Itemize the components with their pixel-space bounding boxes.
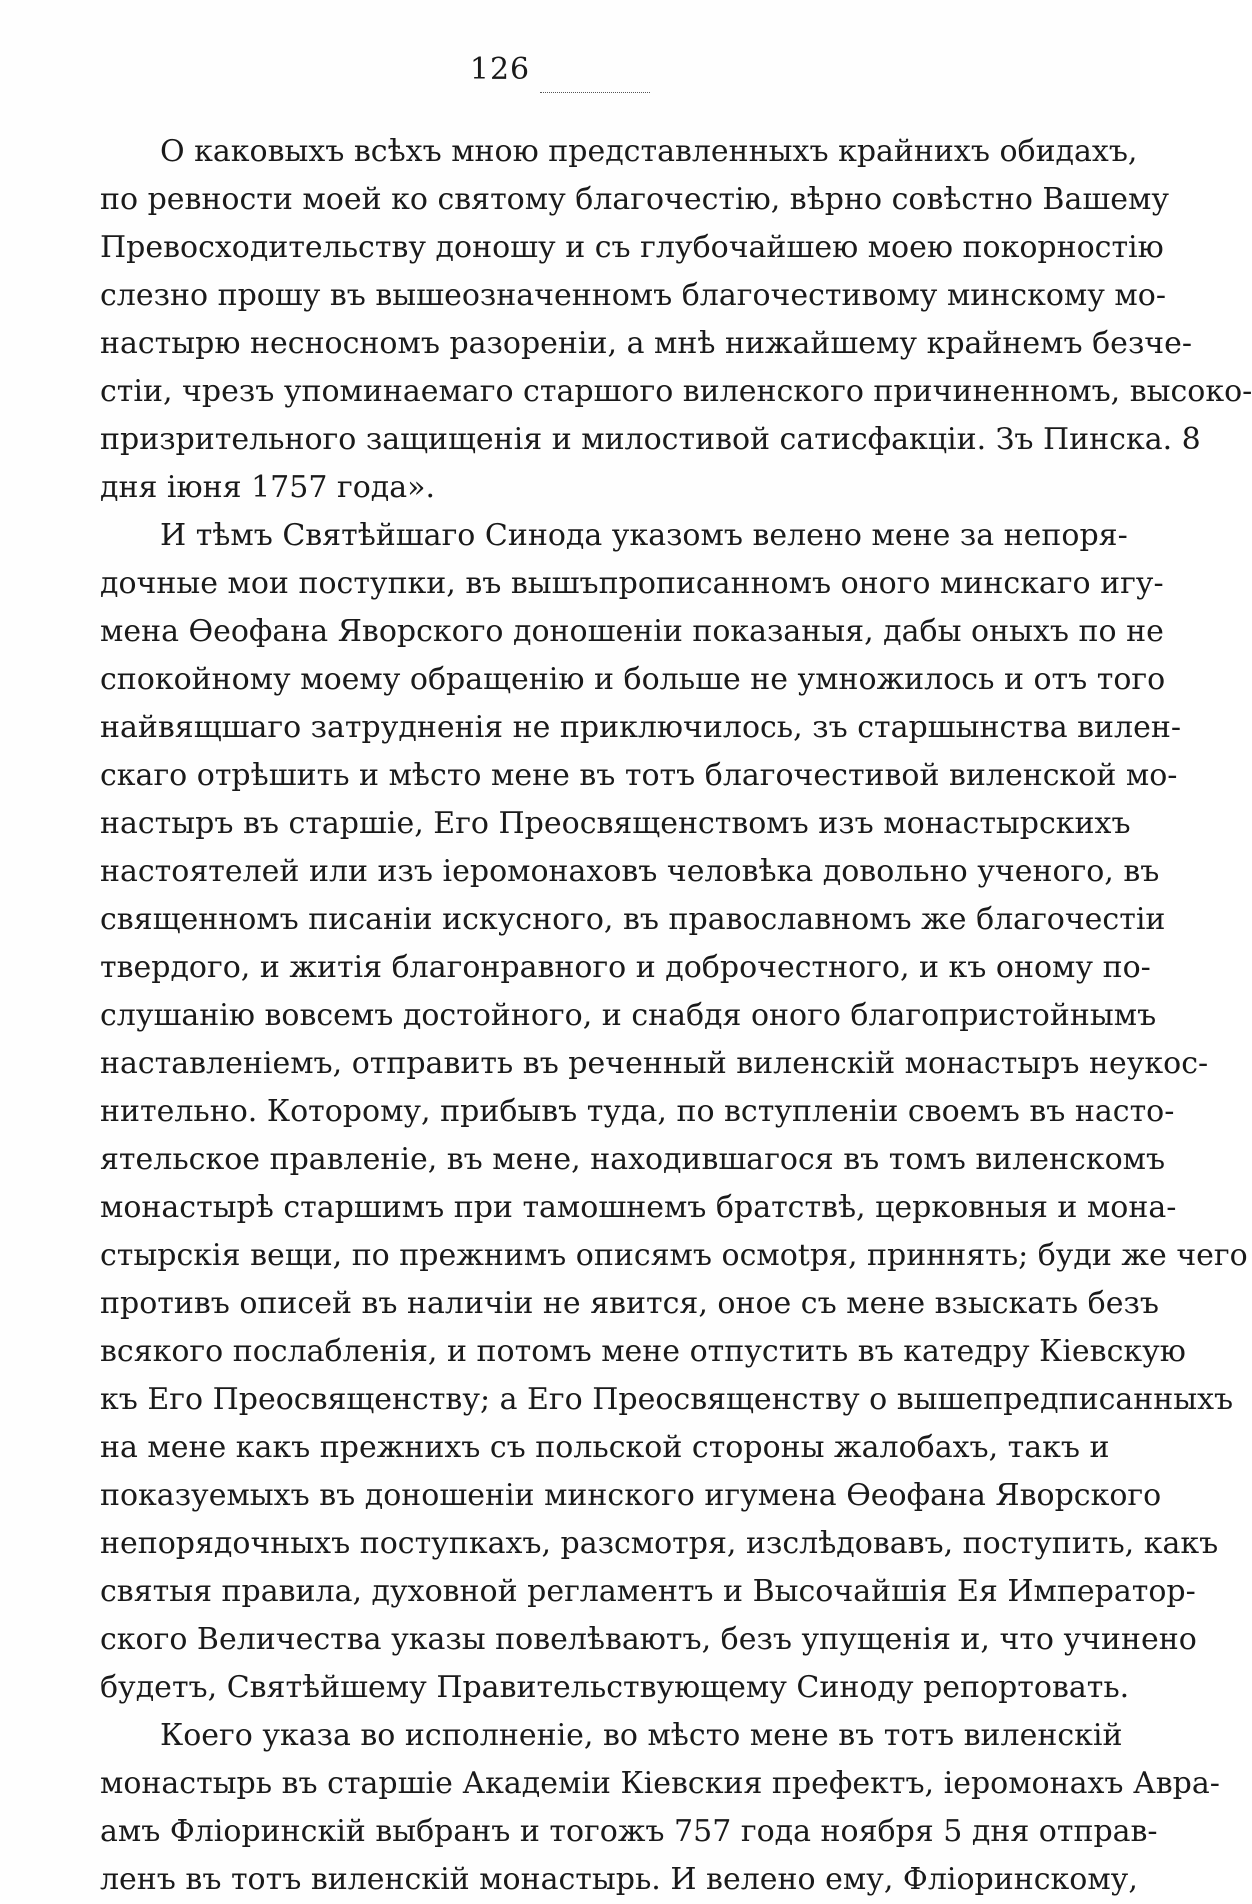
text-line: скаго отрѣшить и мѣсто мене въ тотъ благочестивой виленской мо- xyxy=(100,758,1178,793)
text-line: настоятелей или изъ іеромонаховъ человѣка довольно ученого, въ xyxy=(100,854,1160,889)
text-line: святыя правила, духовной регламентъ и Высочайшія Ея Император- xyxy=(100,1574,1196,1609)
text-line: Коего указа во исполненіе, во мѣсто мене въ тотъ виленскій xyxy=(160,1718,1123,1753)
text-line: стіи, чрезъ упоминаемаго старшого виленского причиненномъ, высоко- xyxy=(100,374,1252,409)
text-line: спокойному моему обращенію и больше не умножилось и отъ того xyxy=(100,662,1166,697)
text-line: будетъ, Святѣйшему Правительствующему Синоду репортовать. xyxy=(100,1670,1130,1705)
text-line: О каковыхъ всѣхъ мною представленныхъ крайнихъ обидахъ, xyxy=(160,134,1138,169)
text-line: священномъ писаніи искусного, въ православномъ же благочестіи xyxy=(100,902,1166,937)
text-line: стырскія вещи, по прежнимъ описямъ осмоtря, приннять; буди же чего xyxy=(100,1238,1248,1273)
text-line: показуемыхъ въ доношеніи минского игумена Ѳеофана Яворского xyxy=(100,1478,1162,1513)
paragraph xyxy=(100,1712,1220,1904)
text-line: И тѣмъ Святѣйшаго Синода указомъ велено мене за непоря- xyxy=(160,518,1128,553)
text-line: непорядочныхъ поступкахъ, разсмотря, изслѣдовавъ, поступить, какъ xyxy=(100,1526,1219,1561)
text-line: твердого, и житія благонравного и доброчестного, и къ оному по- xyxy=(100,950,1151,985)
text-line: дочные мои поступки, въ вышъпрописанномъ оного минскаго игу- xyxy=(100,566,1164,601)
text-line: монастырѣ старшимъ при тамошнемъ братствѣ, церковныя и мона- xyxy=(100,1190,1177,1225)
text-line: по ревности моей ко святому благочестію, вѣрно совѣстно Вашему xyxy=(100,182,1169,217)
text-line: нительно. Которому, прибывъ туда, по вступленіи своемъ въ насто- xyxy=(100,1094,1175,1129)
text-line: ятельское правленіе, въ мене, находившагося въ томъ виленскомъ xyxy=(100,1142,1166,1177)
text-line: слушанію вовсемъ достойного, и снабдя оного благопристойнымъ xyxy=(100,998,1157,1033)
text-line: на мене какъ прежнихъ съ польской стороны жалобахъ, такъ и xyxy=(100,1430,1110,1465)
text-line: призрительного защищенія и милостивой сатисфакціи. Зъ Пинска. 8 xyxy=(100,422,1201,457)
text-line: Превосходительству доношу и съ глубочайшею моею покорностію xyxy=(100,230,1164,265)
text-body xyxy=(100,128,1252,1904)
page-number-rule xyxy=(540,92,650,93)
text-line: ленъ въ тотъ виленскій монастырь. И велено ему, Фліоринскому, xyxy=(100,1862,1138,1897)
text-line: настырю несносномъ разореніи, а мнѣ нижайшему крайнемъ безче- xyxy=(100,326,1193,361)
paragraph xyxy=(100,128,1252,512)
page-number: 126 xyxy=(469,52,531,87)
text-line: настыръ въ старшіе, Его Преосвященствомъ изъ монастырскихъ xyxy=(100,806,1131,841)
text-line: дня іюня 1757 года». xyxy=(100,470,436,505)
text-line: найвящшаго затрудненія не приключилось, зъ старшынства вилен- xyxy=(100,710,1181,745)
text-line: ского Величества указы повелѣваютъ, безъ упущенія и, что учинено xyxy=(100,1622,1197,1657)
text-line: къ Его Преосвященству; а Его Преосвященству о вышепредписанныхъ xyxy=(100,1382,1234,1417)
text-line: монастырь въ старшіе Академіи Кіевския префектъ, іеромонахъ Авра- xyxy=(100,1766,1220,1801)
paragraph xyxy=(100,512,1248,1712)
text-line: противъ описей въ наличіи не явится, оное съ мене взыскать безъ xyxy=(100,1286,1159,1321)
text-line: мена Ѳеофана Яворского доношеніи показаныя, дабы оныхъ по не xyxy=(100,614,1164,649)
text-line: наставленіемъ, отправить въ реченный виленскій монастыръ неукос- xyxy=(100,1046,1209,1081)
text-line: слезно прошу въ вышеозначенномъ благочестивому минскому мо- xyxy=(100,278,1166,313)
text-line: амъ Фліоринскій выбранъ и тогожъ 757 года ноября 5 дня отправ- xyxy=(100,1814,1158,1849)
text-line: всякого послабленія, и потомъ мене отпустить въ катедру Кіевскую xyxy=(100,1334,1186,1369)
